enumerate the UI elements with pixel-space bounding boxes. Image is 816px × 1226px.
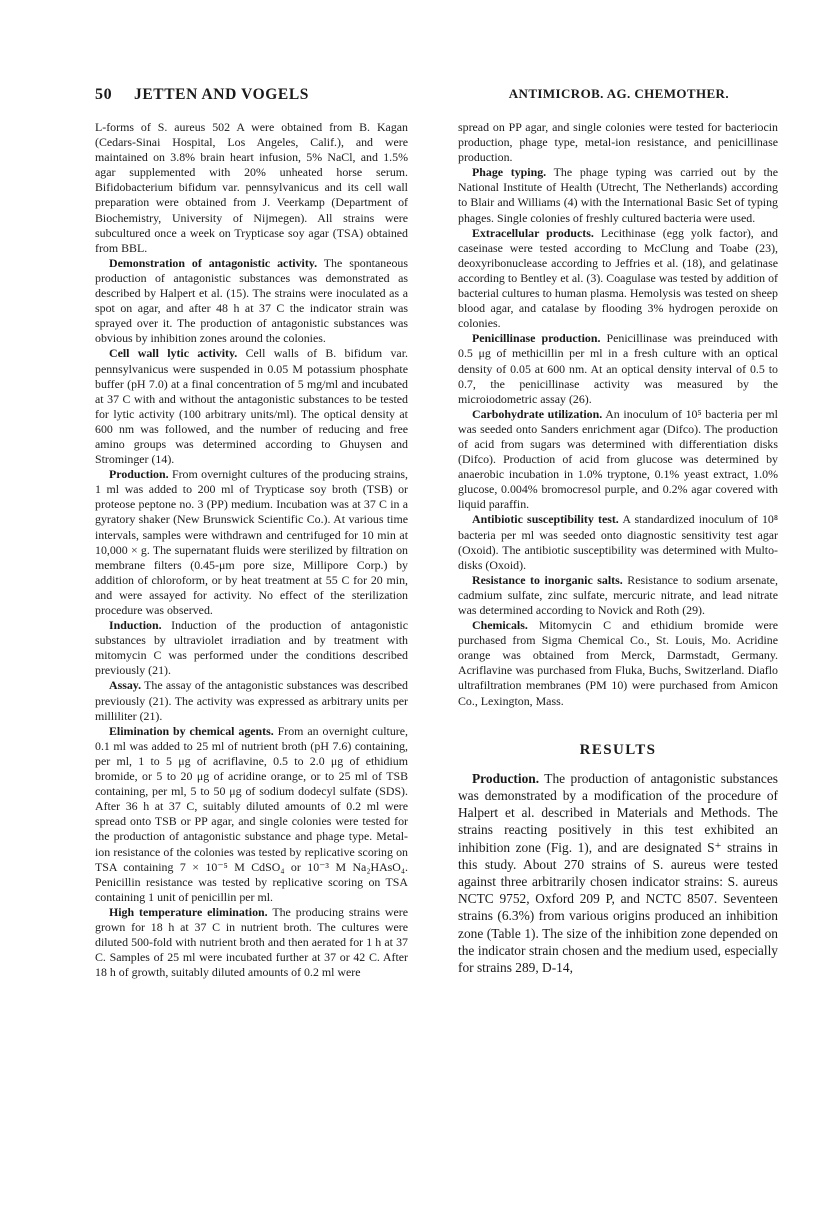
results-section xyxy=(458,770,778,976)
running-header xyxy=(95,86,729,110)
run-in-heading: Antibiotic susceptibility test. xyxy=(472,512,619,527)
run-in-heading: Cell wall lytic activity. xyxy=(109,346,238,361)
run-in-heading: Extracellular products. xyxy=(472,225,594,240)
paragraph: Production. From overnight cultures of the producing strains, 1 ml was added to 200 ml of Trypticase soy broth (TSB) or proteose peptone no. 3 (PP) medium. Incubation was at 37 C in a gyratory shaker (New Brunswick Scientific Co.). At various time intervals, samples were withdrawn and centrifuged for 10 min at 10,000 × g. The supernatant fluids were sterilized by filtration on membrane filters (0.45-μm pore size, Millipore Corp.) by addition of chloroform, or by heat treatment at 55 C for 20 min, and were assayed for activity. No effect of the sterilization procedure was observed. xyxy=(95,467,408,617)
run-in-heading: Elimination by chemical agents. xyxy=(109,723,274,738)
paragraph: spread on PP agar, and single colonies were tested for bacteriocin production, phage type, metal-ion resistance, and penicillinase production. xyxy=(458,120,778,165)
paragraph: Chemicals. Mitomycin C and ethidium bromide were purchased from Sigma Chemical Co., St. Louis, Mo. Acridine orange was obtained from Merck, Darmstadt, Germany. Acriflavine was purchased from Fluka, Buchs, Switzerland. Diaflo ultrafiltration membranes (PM 10) were purchased from Amicon Co., Lexington, Mass. xyxy=(458,618,778,708)
paragraph: Demonstration of antagonistic activity. The spontaneous production of antagonistic substances was demonstrated as described by Halpert et al. (15). The strains were inoculated as a spot on agar, and after 48 h at 37 C the indicator strain was sprayed over it. The production of antagonistic substances was obvious by inhibition zones around the colonies. xyxy=(95,255,408,346)
paragraph: Resistance to inorganic salts. Resistance to sodium arsenate, cadmium sulfate, zinc sulfate, mercuric nitrate, and lead nitrate was determined according to Novick and Roth (29). xyxy=(458,572,778,617)
running-authors: JETTEN AND VOGELS xyxy=(134,86,309,103)
page-number: 50 xyxy=(95,86,113,103)
run-in-heading: Production. xyxy=(109,467,169,482)
run-in-heading: Demonstration of antagonistic activity. xyxy=(109,255,318,270)
left-column xyxy=(95,120,408,980)
run-in-heading: Induction. xyxy=(109,618,162,633)
paragraph: High temperature elimination. The producing strains were grown for 18 h at 37 C in nutrient broth. The cultures were diluted 500-fold with nutrient broth and then aerated for 1 h at 37 C. Samples of 25 ml were incubated further at 37 or 42 C. After 18 h of growth, suitably diluted amounts of 0.2 ml were xyxy=(95,904,409,980)
paragraph: Antibiotic susceptibility test. A standardized inoculum of 10⁸ bacteria per ml was seeded onto diagnostic sensitivity test agar (Oxoid). The antibiotic susceptibility was determined with Multo-disks (Oxoid). xyxy=(458,512,778,572)
paragraph: Penicillinase production. Penicillinase was preinduced with 0.5 μg of methicillin per ml in a fresh culture with an optical density of 0.05 at 600 nm. At an optical density interval of 0.5 to 0.7, the penicillinase activity was measured by the microiodometric assay (26). xyxy=(458,331,778,406)
paragraph: Cell wall lytic activity. Cell walls of B. bifidum var. pennsylvanicus were suspended in 0.05 M potassium phosphate buffer (pH 7.0) at a final concentration of 5 mg/ml and incubated at 37 C with and without the antagonistic substances to be tested for lytic activity (100 arbitrary units/ml). The optical density at 600 nm was followed, and the number of reducing and free amino groups was determined according to Ghuysen and Strominger (14). xyxy=(95,346,408,467)
run-in-heading: Phage typing. xyxy=(472,165,547,180)
run-in-heading: Carbohydrate utilization. xyxy=(472,406,603,421)
paragraph: Assay. The assay of the antagonistic substances was described previously (21). The activity was expressed as arbitrary units per milliliter (21). xyxy=(95,678,409,723)
run-in-heading: Penicillinase production. xyxy=(472,331,601,346)
run-in-heading: Production. xyxy=(472,770,540,786)
paragraph: Induction. Induction of the production of antagonistic substances by ultraviolet irradiation and by treatment with mitomycin C was performed under the conditions described previously (21). xyxy=(95,618,408,678)
run-in-heading: Assay. xyxy=(109,678,142,693)
paragraph: L-forms of S. aureus 502 A were obtained from B. Kagan (Cedars-Sinai Hospital, Los Angeles, Calif.), and were maintained on 3.8% brain heart infusion, 5% NaCl, and 1.5% agar supplemented with 20% unheated horse serum. Bifidobacterium bifidum var. pennsylvanicus and its cell wall preparation were obtained from J. Veerkamp (Department of Biochemistry, University of Nijmegen). All strains were subcultured once a week on Trypticase soy agar (TSA) obtained from BBL. xyxy=(95,120,408,255)
run-in-heading: Chemicals. xyxy=(472,618,528,633)
running-journal: ANTIMICROB. AG. CHEMOTHER. xyxy=(508,86,729,101)
right-column xyxy=(458,120,778,976)
paragraph: Elimination by chemical agents. From an overnight culture, 0.1 ml was added to 25 ml of nutrient broth (pH 7.6) containing, per ml, 1 to 5 μg of acriflavine, 0.5 to 2.0 μg of ethidium bromide, or 5 to 20 μg of acridine orange, or to 25 ml of TSB containing, per ml, 5 to 50 μg of sodium dodecyl sulfate (SDS). After 36 h at 37 C, suitably diluted amounts of 0.2 ml were spread onto TSB or PP agar, and single colonies were tested for the production of antagonistic substance and phage type. Metal-ion resistance of the colonies was tested by replicative scoring on TSA containing 7 × 10⁻⁵ M CdSO₄ or 10⁻³ M Na₂HAsO₄. Penicillin resistance was tested by replicative scoring on TSA containing 1 unit of penicillin per ml. xyxy=(95,723,408,904)
run-in-heading: High temperature elimination. xyxy=(109,904,268,919)
paragraph: Carbohydrate utilization. An inoculum of 10⁵ bacteria per ml was seeded onto Sanders enrichment agar (Difco). The production of acid from sugars was determined with differentiation disks (Difco). Production of acid from glucose was determined by anaerobic incubation in 1.0% tryptone, 0.1% yeast extract, 1.0% glucose, 0.004% bromocresol purple, and 0.2% agar covered with liquid paraffin. xyxy=(458,406,778,512)
section-title-results: RESULTS xyxy=(579,741,657,758)
paragraph: Phage typing. The phage typing was carried out by the National Institute of Health (Utrecht, The Netherlands) according to Blair and Williams (4) with the International Basic Set of typing phages. Single colonies of freshly cultured bacteria were used. xyxy=(458,165,778,225)
paragraph: Production. The production of antagonistic substances was demonstrated by a modification of the procedure of Halpert et al. described in Materials and Methods. The strains reacting positively in this test exhibited an inhibition zone (Fig. 1), and are designated S⁺ strains in this study. About 270 strains of S. aureus were tested against three arbitrarily chosen indicator strains: S. aureus NCTC 9752, Oxford 209 P, and NCTC 8507. Seventeen strains (6.3%) from various origins produced an inhibition zone (Table 1). The size of the inhibition zone depended on the indicator strain chosen and the medium used, especially for strains 289, D-14, xyxy=(458,770,778,975)
run-in-heading: Resistance to inorganic salts. xyxy=(472,572,623,587)
paragraph: Extracellular products. Lecithinase (egg yolk factor), and caseinase were tested according to McClung and Toabe (23), deoxyribonuclease according to Jeffries et al. (18), and gelatinase according to Bentley et al. (3). Coagulase was tested by addition of bacterial cultures to human plasma. Hemolysis was tested on sheep blood agar, and catalase by flooding 3% hydrogen peroxide on colonies. xyxy=(458,225,778,331)
